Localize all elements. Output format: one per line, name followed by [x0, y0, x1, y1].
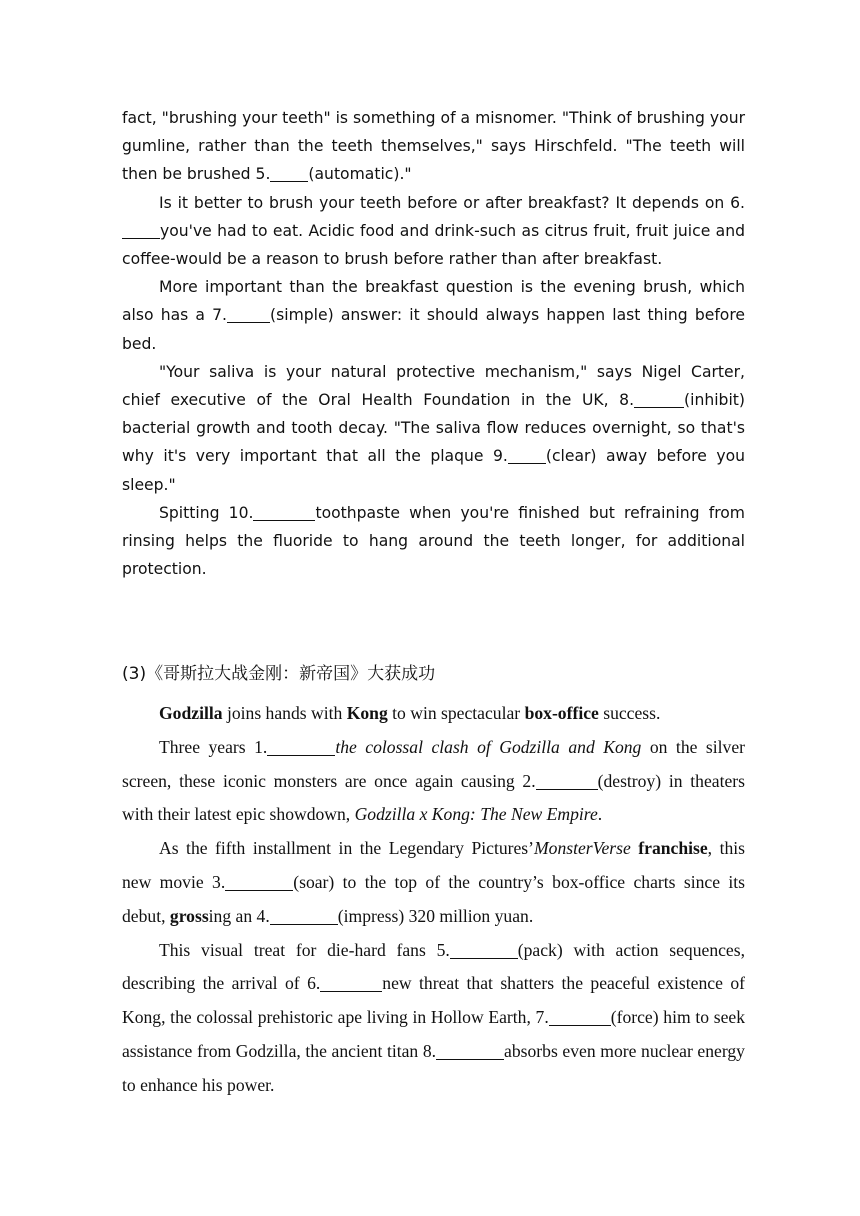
paragraph-three-years	[122, 731, 745, 832]
paragraph-text: (force) him to seek assistance from Godzilla, the ancient titan 8.	[122, 1007, 745, 1061]
answer-blank-1[interactable]	[267, 737, 335, 756]
bold-term: gross	[169, 905, 209, 926]
answer-blank-7[interactable]	[227, 307, 270, 324]
paragraph-spitting	[122, 499, 745, 584]
paragraph-text: (clear) away before you sleep."	[122, 447, 745, 494]
answer-blank-7[interactable]	[549, 1008, 611, 1027]
answer-blank-6[interactable]	[122, 222, 160, 239]
answer-blank-9[interactable]	[508, 448, 546, 465]
answer-blank-2[interactable]	[536, 771, 598, 790]
paragraph-text: (simple) answer: it should always happen last thing before bed.	[122, 306, 746, 353]
paragraph-text: (automatic)."	[308, 165, 412, 184]
paragraph-evening-brush	[122, 273, 745, 358]
answer-blank-6[interactable]	[320, 974, 382, 993]
paragraph-text: joins hands with	[222, 703, 347, 723]
bold-term: box-office	[524, 703, 599, 723]
paragraph-text: , this new movie 3.	[122, 838, 745, 892]
answer-blank-4[interactable]	[270, 906, 338, 925]
paragraph-text: (pack) with action sequences, describing the arrival of 6.	[122, 939, 745, 994]
answer-blank-10[interactable]	[253, 504, 315, 521]
paragraph-text: to win spectacular	[387, 703, 525, 723]
paragraph-text: ing an 4.	[208, 905, 270, 926]
paragraph-text: As the fifth installment in the Legendary Pictures’	[159, 838, 535, 859]
paragraph-text: success.	[598, 703, 661, 723]
paragraph-visual-treat	[122, 934, 745, 1103]
paragraph-text: "Your saliva is your natural protective mechanism," says Nigel Carter, chief executive of the Oral Health Foundation in the UK, 8.	[122, 362, 745, 410]
paragraph-text: This visual treat for die-hard fans 5.	[159, 939, 450, 960]
passage-godzilla-kong	[122, 697, 745, 1103]
paragraph-gumline	[122, 104, 745, 189]
paragraph-text: More important than the breakfast question is the evening brush, which also has a 7.	[122, 278, 745, 325]
paragraph-text: (impress) 320 million yuan.	[337, 905, 534, 926]
bold-term: franchise	[638, 838, 708, 859]
movie-title: Godzilla x Kong: The New Empire	[354, 804, 598, 825]
paragraph-text: new threat that shatters the peaceful existence of Kong, the colossal prehistoric ape living in Hollow Earth, 7.	[122, 973, 745, 1028]
section-heading: (3)《哥斯拉大战金刚：新帝国》大获成功	[122, 664, 436, 684]
paragraph-text: .	[597, 804, 603, 825]
paragraph-text: fact, "brushing your teeth" is something of a misnomer. "Think of brushing your gumline, rather than the teeth themselves," says Hirschfeld. "The teeth will then be brushed 5.	[122, 109, 745, 184]
paragraph-text: Spitting 10.	[159, 503, 254, 522]
answer-blank-8[interactable]	[436, 1041, 504, 1060]
paragraph-text: you've had to eat. Acidic food and drink-such as citrus fruit, fruit juice and coffee-would be a reason to brush before rather than after breakfast.	[122, 221, 745, 269]
paragraph-text: (soar) to the top of the country’s box-office charts since its debut,	[122, 871, 745, 926]
paragraph-saliva	[122, 358, 745, 499]
bold-term: Kong	[346, 703, 388, 723]
paragraph-text: (destroy) in theaters with their latest epic showdown,	[122, 770, 745, 825]
answer-blank-5[interactable]	[270, 166, 308, 183]
answer-blank-5[interactable]	[450, 940, 518, 959]
paragraph-text: Is it better to brush your teeth before or after breakfast? It depends on 6.	[159, 193, 745, 212]
paragraph-franchise	[122, 832, 745, 933]
paragraph-text: Three years 1.	[159, 736, 268, 757]
paragraph-intro	[122, 697, 745, 731]
passage-dental-care	[122, 104, 745, 583]
italic-phrase: the colossal clash of Godzilla and Kong	[335, 736, 642, 757]
answer-blank-3[interactable]	[225, 872, 293, 891]
answer-blank-8[interactable]	[634, 391, 684, 408]
italic-phrase: MonsterVerse	[534, 838, 631, 859]
paragraph-text: on the silver screen, these iconic monsters are once again causing 2.	[122, 736, 745, 791]
paragraph-text: toothpaste when you're finished but refraining from rinsing helps the fluoride to hang around the teeth longer, for additional protection.	[122, 503, 745, 579]
paragraph-text: absorbs even more nuclear energy to enhance his power.	[122, 1040, 745, 1095]
paragraph-text: (inhibit) bacterial growth and tooth decay. "The saliva flow reduces overnight, so that's why it's very important that all the plaque 9.	[122, 391, 745, 466]
paragraph-breakfast	[122, 189, 745, 274]
bold-term: Godzilla	[159, 703, 223, 723]
